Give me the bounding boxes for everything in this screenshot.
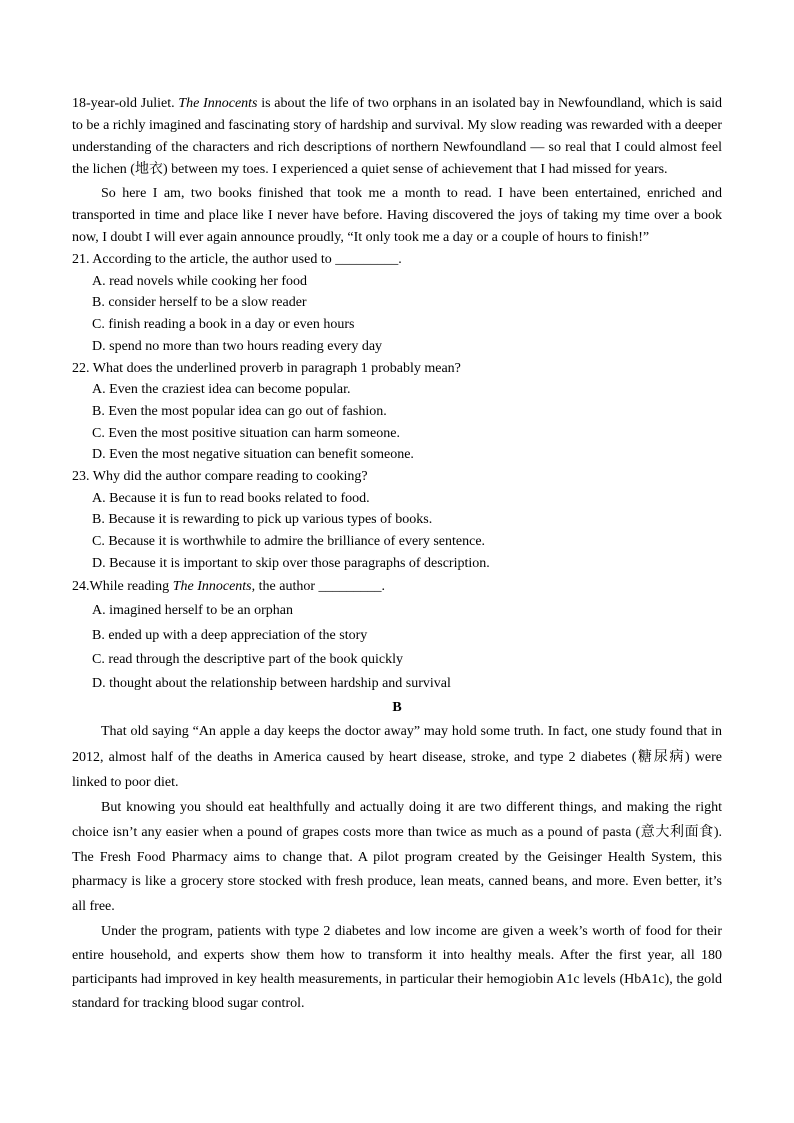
option-label: C. (92, 534, 105, 550)
text-line: to be a richly imagined and fascinating story of hardship and survival. My slow reading was rewarded with a deeper (72, 118, 723, 133)
option-label: B. (92, 627, 105, 643)
text-line: But knowing you should eat healthfully and actually doing it are two different things, and making the right (101, 800, 722, 815)
text-line: pharmacy is like a grocery store stocked with fresh produce, lean meats, canned beans, and more. Even better, it’s (72, 874, 722, 890)
answer-option (72, 648, 722, 672)
option-text: read novels while cooking her food (109, 273, 308, 289)
text-line (72, 93, 722, 115)
option-label: B. (92, 512, 105, 528)
answer-option (72, 336, 722, 358)
option-text: consider herself to be a slow reader (108, 295, 307, 311)
option-label: D. (92, 447, 106, 463)
text-line: all free. (72, 899, 115, 915)
question-stem (72, 575, 722, 599)
answer-option (72, 271, 722, 293)
text-line: The Fresh Food Pharmacy aims to change that. A pilot program created by the Geisinger Health System, this (72, 849, 722, 865)
option-text: Because it is rewarding to pick up various types of books. (108, 512, 433, 528)
answer-option (72, 444, 722, 466)
passage-b-paragraph-1 (72, 719, 722, 796)
text-line: So here I am, two books finished that took me a month to read. I have been entertained, enriched and (101, 186, 722, 201)
text-line: 2012, almost half of the deaths in America caused by heart disease, stroke, and type 2 diabetes (糖尿病) were (72, 749, 722, 765)
option-label: D. (92, 338, 106, 354)
answer-option (72, 672, 722, 696)
option-label: A. (92, 490, 106, 506)
question-stem: 23. Why did the author compare reading to cooking? (72, 469, 368, 485)
text-line: the lichen (地衣) between my toes. I experienced a quiet sense of achievement that I had missed for years. (72, 162, 668, 177)
passage-a-paragraph-2 (72, 183, 722, 249)
option-label: A. (92, 382, 106, 398)
section-heading: B (392, 700, 402, 715)
text-line: choice isn’t any easier when a pound of grapes costs more than twice as much as a pound of pasta (意大利面食). (72, 824, 722, 840)
option-label: B. (92, 295, 105, 311)
text-line: That old saying “An apple a day keeps the doctor away” may hold some truth. In fact, one study found that in (101, 724, 722, 739)
questions-21-23 (72, 249, 722, 575)
book-title: The Innocents (172, 579, 252, 594)
stem-segment: 24.While reading (72, 579, 173, 594)
text-line: standard for tracking blood sugar control. (72, 996, 305, 1011)
passage-b-paragraph-3 (72, 920, 722, 1016)
answer-option (72, 314, 722, 336)
option-text: Because it is worthwhile to admire the brilliance of every sentence. (108, 534, 486, 550)
option-text: Even the most negative situation can benefit someone. (109, 447, 414, 463)
passage-b-paragraph-2 (72, 796, 722, 920)
answer-option (72, 624, 722, 648)
text-segment: 18-year-old Juliet. (72, 96, 179, 111)
option-text: thought about the relationship between hardship and survival (109, 676, 451, 692)
option-label: C. (92, 651, 105, 667)
option-text: Because it is fun to read books related to food. (109, 490, 370, 506)
passage-a-paragraph-1 (72, 93, 722, 181)
option-text: ended up with a deep appreciation of the story (108, 627, 368, 643)
text-segment: is about the life of two orphans in an isolated bay in Newfoundland, which is said (257, 96, 722, 111)
answer-option (72, 423, 722, 445)
option-text: finish reading a book in a day or even hours (108, 317, 355, 333)
text-line: participants had improved in key health measurements, in particular their hemogiobin A1c levels (HbA1c), the gold (72, 972, 722, 987)
stem-segment: , the author _________. (251, 579, 385, 594)
question-stem: 21. According to the article, the author used to _________. (72, 252, 402, 267)
answer-option (72, 292, 722, 314)
option-text: Even the most positive situation can harm someone. (108, 425, 400, 441)
option-text: spend no more than two hours reading every day (109, 338, 383, 354)
question-stem: 22. What does the underlined proverb in paragraph 1 probably mean? (72, 360, 461, 376)
book-title: The Innocents (178, 96, 258, 111)
answer-option (72, 401, 722, 423)
text-line: transported in time and place like I never have before. Having discovered the joys of taking my time over a book (72, 208, 722, 223)
option-text: Even the craziest idea can become popular. (109, 382, 351, 398)
answer-option (72, 553, 722, 575)
option-label: D. (92, 555, 106, 571)
option-label: B. (92, 403, 105, 419)
text-line: Under the program, patients with type 2 diabetes and low income are given a week’s worth of food for their (101, 924, 722, 939)
question-24 (72, 575, 722, 696)
option-label: C. (92, 425, 105, 441)
text-line: now, I doubt I will ever again announce proudly, “It only took me a day or a couple of hours to finish!” (72, 230, 650, 245)
option-text: Because it is important to skip over those paragraphs of description. (109, 555, 490, 571)
text-line: linked to poor diet. (72, 775, 179, 790)
option-text: read through the descriptive part of the book quickly (108, 651, 404, 667)
option-label: D. (92, 676, 106, 692)
answer-option (72, 379, 722, 401)
answer-option (72, 599, 722, 623)
option-label: C. (92, 317, 105, 333)
option-text: imagined herself to be an orphan (109, 603, 294, 619)
option-text: Even the most popular idea can go out of fashion. (108, 403, 387, 419)
text-line: entire household, and experts show them how to transform it into healthy meals. After the first year, all 180 (72, 948, 722, 963)
text-line: understanding of the characters and rich descriptions of northern Newfoundland — so real that I could almost feel (72, 140, 722, 155)
option-label: A. (92, 273, 106, 289)
option-label: A. (92, 603, 106, 619)
answer-option (72, 509, 722, 531)
answer-option (72, 531, 722, 553)
answer-option (72, 488, 722, 510)
